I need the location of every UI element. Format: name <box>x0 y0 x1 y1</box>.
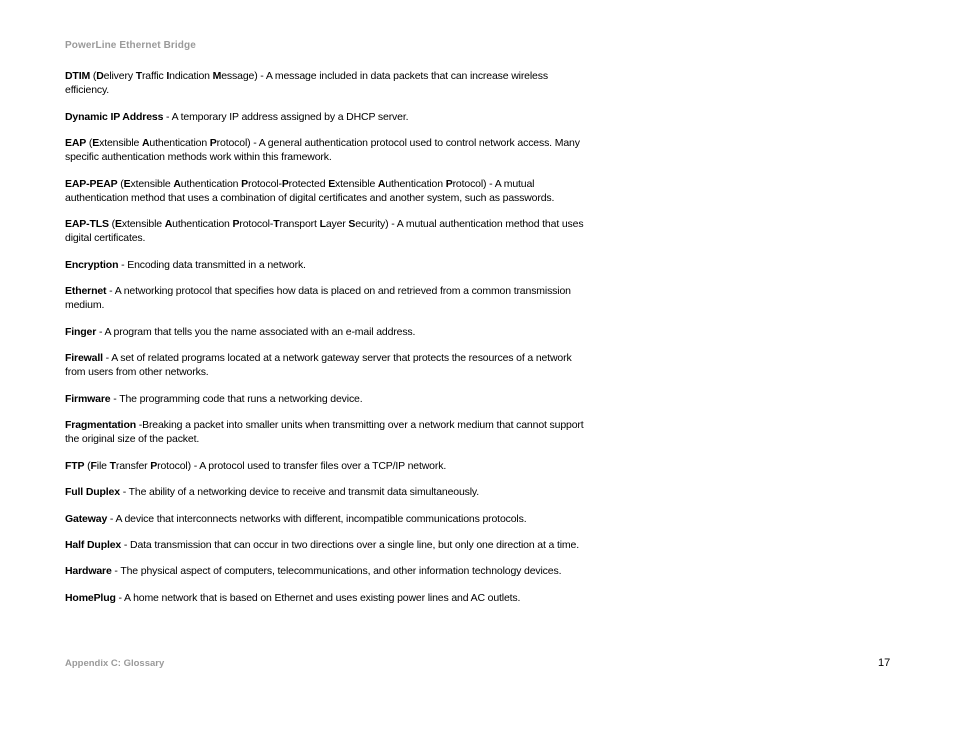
glossary-term-emphasis: Full Duplex <box>65 486 120 499</box>
glossary-list <box>65 69 590 617</box>
glossary-entry-homeplug <box>65 591 590 605</box>
glossary-definition-text: - The ability of a networking device to receive and transmit data simultaneously. <box>119 486 480 499</box>
glossary-definition-text: ransfer <box>115 459 151 472</box>
glossary-definition-text: - A networking protocol that specifies how data is placed on and retrieved from a common transmission medium. <box>65 285 571 312</box>
glossary-term-emphasis: E <box>328 177 336 190</box>
glossary-definition-text: rotocol) - A general authentication protocol used to control network access. Many specific authentication methods work within this framework. <box>65 136 580 164</box>
glossary-definition-text: ( <box>86 136 93 149</box>
glossary-term-emphasis: I <box>166 70 170 82</box>
glossary-definition-text: ( <box>117 177 124 190</box>
glossary-definition-text: - Encoding data transmitted in a network. <box>118 258 306 271</box>
glossary-definition-text: - A program that tells you the name associated with an e-mail address. <box>96 325 416 338</box>
glossary-term-emphasis: T <box>135 70 142 82</box>
running-header-title: PowerLine Ethernet Bridge <box>65 40 196 51</box>
glossary-entry-dynamic-ip-address <box>65 110 590 124</box>
glossary-term-emphasis: Encryption <box>65 258 119 271</box>
glossary-definition-text: - Data transmission that can occur in two directions over a single line, but only one direction at a time. <box>121 538 579 551</box>
glossary-term-emphasis: Dynamic IP Address <box>65 110 164 123</box>
glossary-term-emphasis: DTIM <box>65 70 91 82</box>
footer-section-label: Appendix C: Glossary <box>65 658 165 669</box>
glossary-definition-text: ecurity) - A mutual authentication method that uses digital certificates. <box>65 218 584 245</box>
glossary-term-emphasis: A <box>164 218 173 231</box>
glossary-term-emphasis: S <box>348 218 356 231</box>
glossary-definition-text: ile <box>96 459 110 472</box>
glossary-term-emphasis: Half Duplex <box>65 538 122 551</box>
glossary-term-emphasis: EAP-TLS <box>65 218 109 231</box>
glossary-definition-text: uthentication <box>385 177 446 190</box>
glossary-term-emphasis: Firewall <box>65 352 103 365</box>
glossary-definition-text: ( <box>108 218 115 231</box>
glossary-term-emphasis: P <box>445 177 453 190</box>
glossary-entry-fragmentation <box>65 418 590 446</box>
glossary-term-emphasis: Hardware <box>65 565 112 578</box>
glossary-definition-text: xtensible <box>130 177 174 190</box>
glossary-term-emphasis: FTP <box>65 459 85 472</box>
glossary-term-emphasis: Firmware <box>65 392 111 405</box>
glossary-definition-text: raffic <box>141 70 167 82</box>
glossary-entry-encryption <box>65 258 590 272</box>
glossary-entry-ftp <box>65 459 590 473</box>
glossary-term-emphasis: EAP <box>65 136 87 149</box>
glossary-term-emphasis: M <box>212 70 222 82</box>
glossary-term-emphasis: L <box>319 218 326 231</box>
glossary-entry-finger <box>65 325 590 339</box>
glossary-definition-text: rotocol) - A protocol used to transfer files over a TCP/IP network. <box>157 459 447 472</box>
glossary-definition-text: ( <box>84 459 91 472</box>
glossary-term-emphasis: E <box>123 177 131 190</box>
glossary-entry-hardware <box>65 564 590 578</box>
glossary-definition-text: elivery <box>103 70 136 82</box>
glossary-definition-text: - A device that interconnects networks with different, incompatible communications protocols. <box>107 512 527 525</box>
glossary-definition-text: rotected <box>288 177 329 190</box>
glossary-term-emphasis: P <box>241 177 248 190</box>
glossary-definition-text: essage) - A message included in data packets that can increase wireless efficiency. <box>65 70 548 97</box>
glossary-term-emphasis: A <box>141 136 150 149</box>
glossary-definition-text: - The physical aspect of computers, telecommunications, and other information technology devices. <box>111 565 562 578</box>
glossary-term-emphasis: A <box>173 177 181 190</box>
glossary-definition-text: -Breaking a packet into smaller units when transmitting over a network medium that cannot support the original size of the packet. <box>65 419 584 446</box>
glossary-term-emphasis: D <box>96 70 104 82</box>
glossary-definition-text: ( <box>90 70 97 82</box>
glossary-definition-text: rotocol- <box>248 177 282 190</box>
glossary-term-emphasis: P <box>150 459 158 472</box>
glossary-term-emphasis: Fragmentation <box>65 419 136 432</box>
glossary-definition-text: - The programming code that runs a networking device. <box>110 392 363 405</box>
glossary-term-emphasis: EAP-PEAP <box>65 177 118 190</box>
glossary-term-emphasis: P <box>232 218 240 231</box>
glossary-entry-ethernet <box>65 284 590 312</box>
glossary-term-emphasis: Ethernet <box>65 285 107 298</box>
glossary-entry-eap-tls <box>65 217 590 245</box>
glossary-definition-text: uthentication <box>149 136 210 149</box>
glossary-definition-text: uthentication <box>180 177 242 190</box>
glossary-definition-text: xtensible <box>99 136 142 149</box>
glossary-definition-text: rotocol) - A mutual authentication method that uses a combination of digital certificates and another system, such as passwords. <box>65 177 555 204</box>
glossary-definition-text: rotocol- <box>239 218 274 231</box>
glossary-term-emphasis: Gateway <box>65 512 108 525</box>
glossary-term-emphasis: HomePlug <box>65 591 116 604</box>
glossary-term-emphasis: T <box>109 459 116 472</box>
glossary-term-emphasis: P <box>281 177 289 190</box>
glossary-definition-text: uthentication <box>172 218 233 231</box>
glossary-entry-half-duplex <box>65 538 590 552</box>
glossary-term-emphasis: E <box>92 136 100 149</box>
glossary-entry-dtim <box>65 69 590 97</box>
glossary-entry-eap-peap <box>65 177 590 205</box>
page-number: 17 <box>878 657 891 669</box>
glossary-definition-text: xtensible <box>121 218 165 231</box>
glossary-term-emphasis: F <box>90 459 97 472</box>
glossary-term-emphasis: T <box>273 218 280 231</box>
glossary-definition-text: ndication <box>169 70 213 82</box>
glossary-term-emphasis: P <box>209 136 217 149</box>
glossary-entry-firmware <box>65 392 590 406</box>
glossary-entry-full-duplex <box>65 485 590 499</box>
glossary-definition-text: - A home network that is based on Ethernet and uses existing power lines and AC outlets. <box>115 591 521 604</box>
glossary-entry-gateway <box>65 512 590 526</box>
glossary-definition-text: ayer <box>325 218 349 231</box>
glossary-definition-text: - A temporary IP address assigned by a DHCP server. <box>163 110 409 123</box>
glossary-entry-firewall <box>65 351 590 379</box>
glossary-definition-text: ransport <box>279 218 320 231</box>
glossary-term-emphasis: Finger <box>65 325 97 338</box>
glossary-definition-text: - A set of related programs located at a network gateway server that protects the resources of a network from users from other networks. <box>65 352 572 379</box>
glossary-term-emphasis: A <box>377 177 386 190</box>
glossary-definition-text: xtensible <box>335 177 378 190</box>
glossary-term-emphasis: E <box>115 218 122 231</box>
glossary-entry-eap <box>65 136 590 164</box>
